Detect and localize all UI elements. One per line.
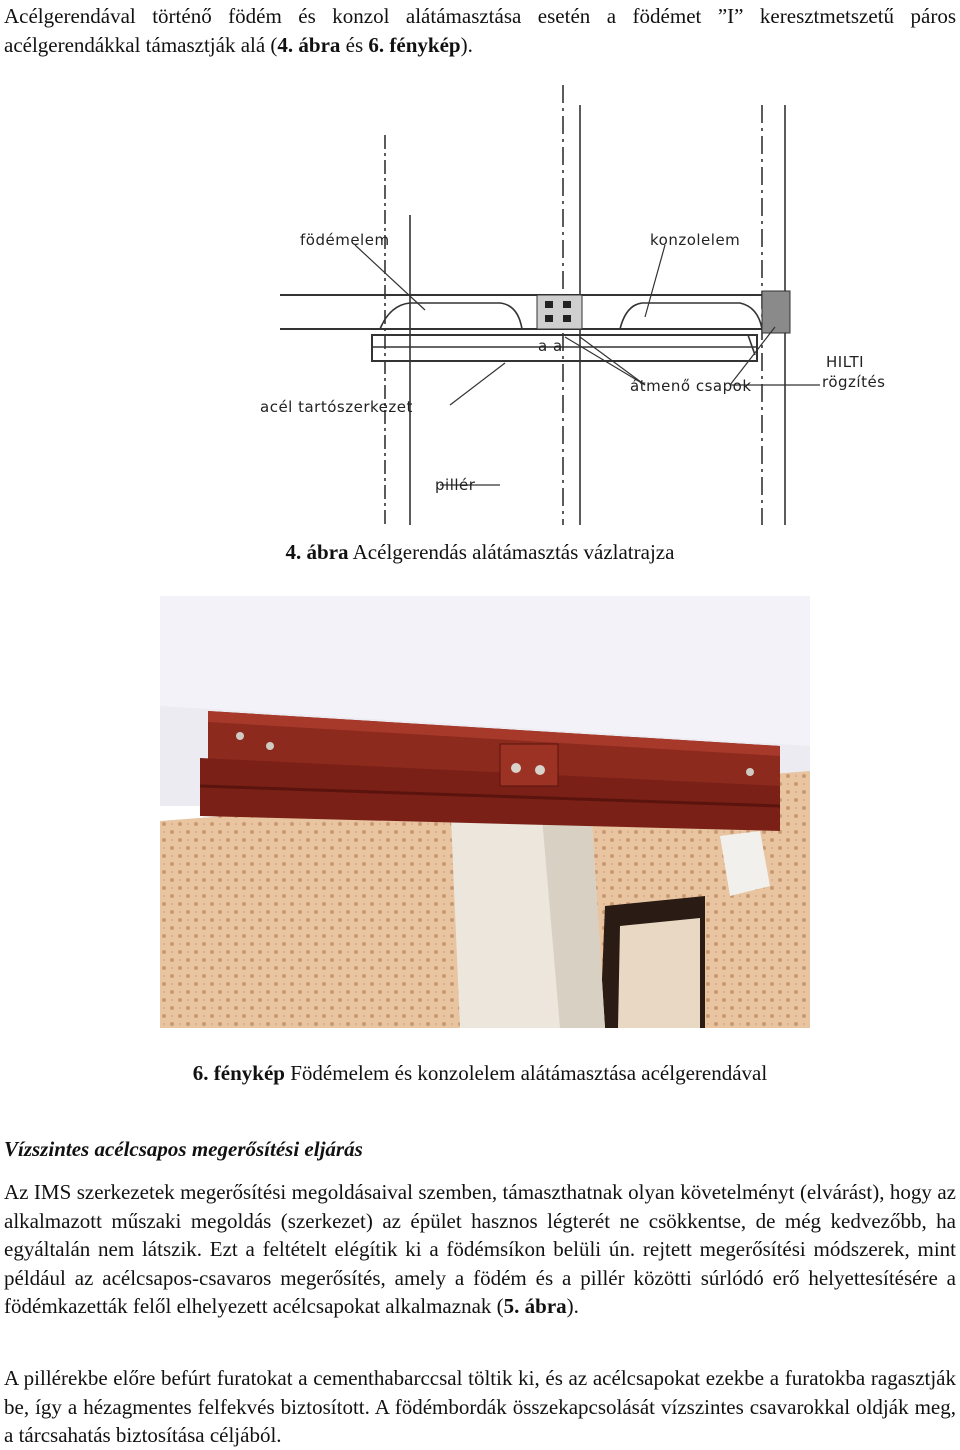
section-paragraph-1 bbox=[4, 1178, 956, 1321]
figure-4-title: Acélgerendás alátámasztás vázlatrajza bbox=[348, 540, 675, 564]
steel-beam-photo bbox=[160, 596, 810, 1028]
photo-6-title: Födémelem és konzolelem alátámasztása acélgerendával bbox=[284, 1061, 768, 1085]
photo-6-number: 6. fénykép bbox=[192, 1061, 285, 1085]
intro-text-end: ). bbox=[460, 32, 473, 57]
figure-ref-5: 5. ábra bbox=[503, 1294, 567, 1318]
figure-ref-4: 4. ábra bbox=[277, 32, 341, 57]
label-atmeno-csapok: átmenő csapok bbox=[630, 377, 752, 395]
label-rogzites: rögzítés bbox=[822, 373, 886, 391]
figure-4-number: 4. ábra bbox=[285, 540, 349, 564]
label-hilti: HILTI bbox=[826, 353, 865, 371]
figure-4-caption bbox=[0, 540, 960, 565]
steel-beam-support-diagram bbox=[250, 85, 886, 525]
photo-6-caption bbox=[0, 1061, 960, 1086]
photo-ref-6: 6. fénykép bbox=[368, 32, 461, 57]
intro-paragraph bbox=[4, 2, 956, 59]
intro-text: Acélgerendával történő födém és konzol alátámasztása esetén a födémet ”I” keresztmetszetű páros acélgerendákkal támasztják alá ( bbox=[4, 4, 956, 57]
label-piller: pillér bbox=[435, 476, 476, 494]
paragraph-1-text: Az IMS szerkezetek megerősítési megoldásaival szemben, támaszthatnak olyan követelményt (elvárást), hogy az alkalmazott műszaki megoldás (szerkezet) az épület hasznos légterét ne csökkentse, de még kedvezőbb, ha egyáltalán nem látszik. Ezt a feltételt elégítik ki a födémsíkon belüli ún. rejtett megerősítési módszerek, mint például az acélcsapos-csavaros megerősítés, amely a födém és a pillér közötti súrlódó erő helyettesítésére a födémkazetták felől elhelyezett acélcsapokat alkalmaznak ( bbox=[4, 1180, 956, 1318]
label-a-a: a a bbox=[538, 337, 563, 355]
section-heading: Vízszintes acélcsapos megerősítési eljárás bbox=[4, 1137, 363, 1161]
label-acel-tartoszerkezet: acél tartószerkezet bbox=[260, 398, 413, 416]
intro-text-mid: és bbox=[340, 32, 369, 57]
paragraph-1-end: ). bbox=[566, 1294, 579, 1318]
label-konzolelem: konzolelem bbox=[650, 231, 741, 249]
label-fodemelem: födémelem bbox=[300, 231, 390, 249]
section-paragraph-2: A pillérekbe előre befúrt furatokat a cementhabarccsal töltik ki, és az acélcsapokat ezekbe a furatokba ragasztják be, így a hézagmentes felfekvés biztosított. A födémbordák összekapcsolását vízszintes csavarokkal oldják meg, a tárcsahatás biztosítása céljából. bbox=[4, 1366, 956, 1447]
